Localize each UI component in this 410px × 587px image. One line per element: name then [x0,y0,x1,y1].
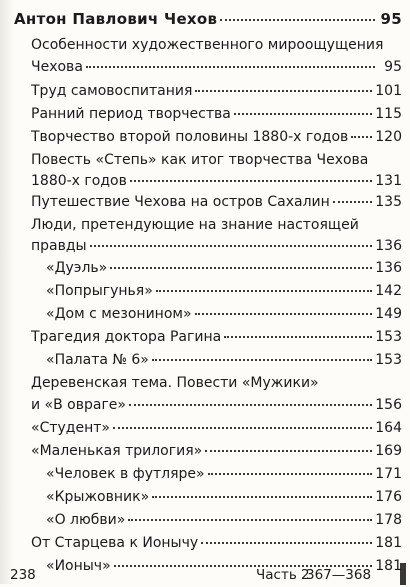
toc-entry[interactable] [31,36,402,54]
toc-entry[interactable] [31,151,402,169]
toc-entry[interactable] [31,237,402,255]
toc-entry-page: 156 [375,397,402,413]
leader-dots [201,542,372,544]
toc-entry-title: «Дом с мезонином» [46,306,192,322]
toc-entry-page: 178 [375,512,402,528]
footer-numbers: 367—368 [306,567,372,583]
toc-entry-page: 131 [375,173,402,189]
footer-part-label: Часть 2 [256,567,310,583]
leader-dots [351,136,372,138]
toc-entry-page: 171 [375,466,402,482]
toc-entry-page: 181 [375,558,402,574]
leader-dots [114,565,373,567]
toc-entry-title: «Дуэль» [46,260,108,276]
toc-entry[interactable] [31,128,402,146]
toc-entry-title: «Маленькая трилогия» [31,443,203,459]
toc-entry-title: Повесть «Степь» как итог творчества Чехова [31,152,369,168]
toc-entry-title: Труд самовоспитания [31,83,193,99]
toc-entry[interactable] [31,328,402,346]
toc-entry-page: 153 [375,352,402,368]
toc-entry-title: Чехова [31,59,83,75]
leader-dots [224,336,372,338]
toc-subentry[interactable] [46,351,402,369]
toc-subentry[interactable] [46,282,402,300]
toc-entry-page: 95 [380,10,402,28]
toc-entry[interactable] [31,105,402,123]
toc-entry-page: 149 [375,306,402,322]
toc-entry[interactable] [31,172,402,190]
toc-entry-title: Особенности художественного мироощущения [31,37,384,53]
toc-entry-page: 101 [375,83,402,99]
toc-entry-page: 164 [375,420,402,436]
toc-entry-title: Люди, претендующие на знание настоящей [31,217,359,233]
toc-entry-title: «Крыжовник» [46,489,150,505]
page-number: 238 [10,567,36,583]
toc-entry-page: 176 [375,489,402,505]
toc-entry-title: «Ионыч» [46,558,111,574]
toc-entry-title: От Старцева к Ионычу [31,535,199,551]
leader-dots [220,19,375,21]
toc-entry-title: «Палата № 6» [46,352,149,368]
leader-dots [234,113,372,115]
toc-entry-title: Антон Павлович Чехов [14,10,218,28]
toc-entry-page: 95 [384,59,402,75]
toc-subentry[interactable] [46,465,402,483]
leader-dots [333,201,372,203]
toc-entry-page: 153 [375,329,402,345]
toc-entry-title: правды [31,238,87,254]
leader-dots [129,404,372,406]
toc-entry-page: 142 [375,283,402,299]
toc-entry[interactable] [31,82,402,100]
toc-entry[interactable] [31,374,402,392]
toc-entry-title: «Человек в футляре» [46,466,205,482]
leader-dots [152,359,372,361]
toc-entry-title: Ранний период творчества [31,106,231,122]
toc-entry-section-chekhov[interactable] [14,10,402,28]
toc-entry[interactable] [31,58,402,76]
leader-dots [90,245,373,247]
leader-dots [152,496,372,498]
leader-dots [208,473,373,475]
toc-entry[interactable] [31,534,402,552]
toc-entry[interactable] [31,442,402,460]
leader-dots [110,267,372,269]
toc-subentry[interactable] [46,488,402,506]
toc-entry-title: и «В овраге» [31,397,126,413]
toc-entry[interactable] [31,396,402,414]
toc-entry-page: 115 [375,106,402,122]
toc-subentry[interactable] [46,259,402,277]
toc-entry-title: 1880-х годов [31,173,127,189]
leader-dots [130,180,372,182]
toc-subentry[interactable] [46,305,402,323]
leader-dots [156,290,372,292]
toc-entry-title: Деревенская тема. Повести «Мужики» [31,375,319,391]
leader-dots [205,450,372,452]
toc-subentry[interactable] [46,511,402,529]
toc-subentry[interactable] [46,557,402,575]
toc-entry-page: 169 [375,443,402,459]
toc-entry-title: Путешествие Чехова на остров Сахалин [31,194,330,210]
toc-entry-title: Творчество второй половины 1880-х годов [31,129,349,145]
toc-entry[interactable] [31,216,402,234]
leader-dots [128,519,372,521]
leader-dots [195,313,373,315]
toc-entry[interactable] [31,193,402,211]
toc-entry-page: 120 [375,129,402,145]
leader-dots [113,427,372,429]
leader-dots [195,90,372,92]
toc-entry-title: «Попрыгунья» [46,283,153,299]
toc-entry-page: 136 [375,260,402,276]
toc-entry-title: Трагедия доктора Рагина [31,329,222,345]
toc-entry-title: «О любви» [46,512,126,528]
toc-entry[interactable] [31,419,402,437]
toc-entry-title: «Студент» [31,420,110,436]
leader-dots [86,66,375,68]
toc-entry-page: 136 [375,238,402,254]
toc-entry-page: 135 [375,194,402,210]
toc-entry-page: 181 [375,535,402,551]
